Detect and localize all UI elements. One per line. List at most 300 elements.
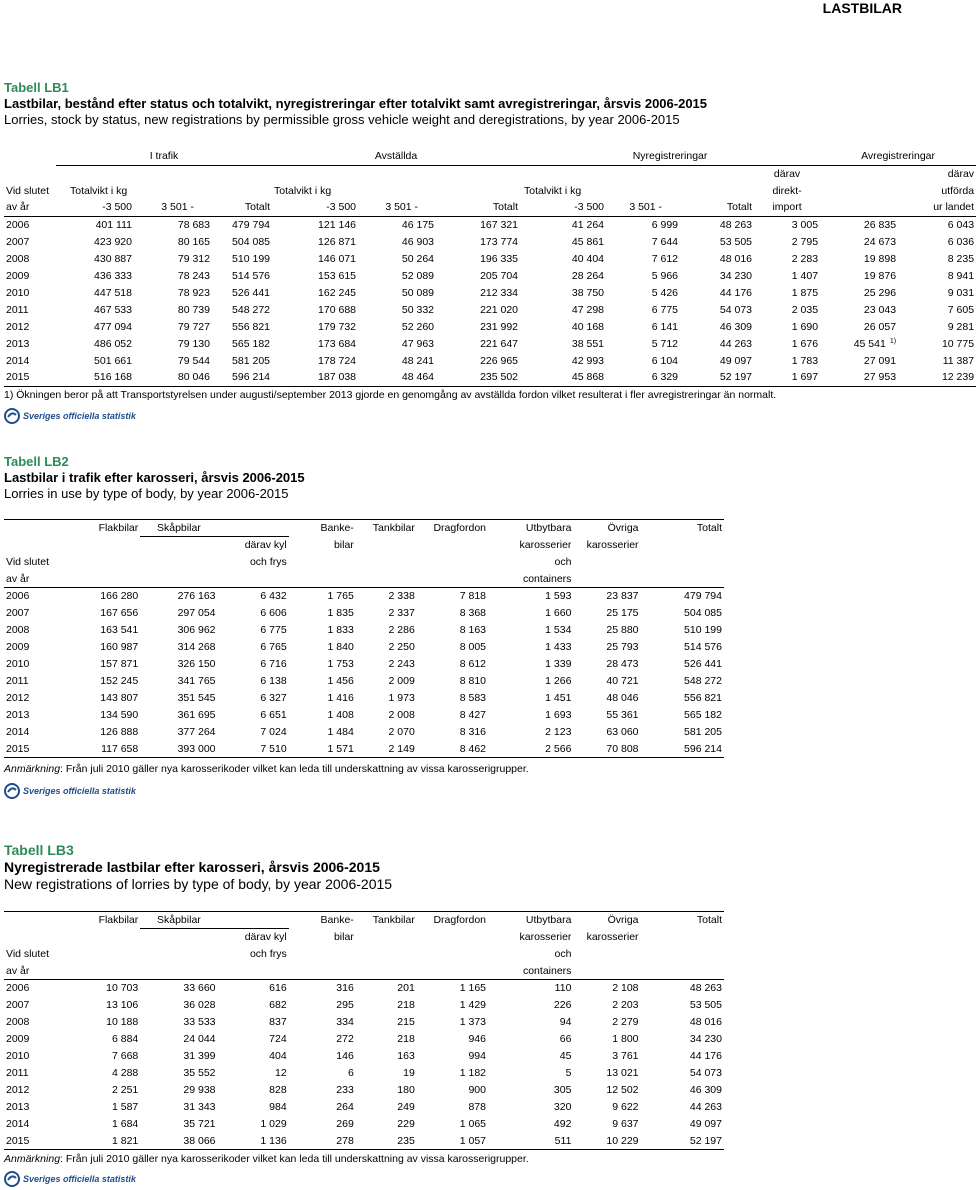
table-cell: 334 — [336, 1016, 354, 1028]
table-cell: 1 029 — [260, 1118, 287, 1130]
header-flak: Flakbilar — [63, 520, 140, 537]
table-cell: 2 149 — [356, 741, 417, 758]
table-cell: 7 644 — [651, 235, 679, 248]
table-cell: 48 046 — [606, 692, 639, 704]
row-year: 2008 — [6, 252, 30, 265]
row-year: 2006 — [6, 218, 30, 231]
table-cell: 6 775 — [260, 624, 287, 636]
table-cell: 12 — [275, 1067, 287, 1079]
table-cell: 23 043 — [863, 303, 897, 316]
sos-logo-icon — [4, 783, 20, 799]
table-cell: 297 054 — [177, 607, 216, 619]
table-lb2 — [4, 519, 724, 758]
table-cell: 2 337 — [388, 607, 415, 619]
table-row — [4, 233, 976, 250]
header-row — [4, 946, 724, 963]
table-cell: 1 840 — [327, 641, 354, 653]
table-cell: 52 089 — [401, 269, 435, 282]
header-empty — [63, 537, 140, 554]
table-cell: 305 — [553, 1084, 572, 1096]
table-cell: 36 028 — [183, 999, 216, 1011]
table-cell: 53 505 — [689, 999, 722, 1011]
table-cell: 314 268 — [177, 641, 216, 653]
table-cell: 44 176 — [719, 286, 753, 299]
table-row — [4, 318, 976, 335]
header-empty — [63, 946, 140, 963]
table-cell: 44 176 — [689, 1050, 722, 1062]
table-lb2-title: Tabell LB2 — [4, 454, 69, 469]
row-year: 2013 — [6, 1101, 30, 1113]
page-header: LASTBILAR — [822, 0, 902, 16]
table-cell: 10 775 — [941, 337, 975, 350]
table-cell: 235 502 — [436, 369, 520, 386]
lb1-h-w2-c: 3 501 - — [606, 199, 680, 216]
table-cell: 33 533 — [183, 1016, 216, 1028]
header-empty — [417, 554, 488, 571]
table-cell: 231 992 — [480, 320, 519, 333]
table-cell: 26 057 — [863, 320, 897, 333]
header-drag: Dragfordon — [417, 912, 488, 929]
header-och: och — [554, 556, 572, 568]
table-cell: 52 197 — [680, 369, 754, 386]
table-cell: 53 505 — [719, 235, 753, 248]
table-cell: 152 245 — [100, 675, 139, 687]
header-banke2: bilar — [333, 931, 354, 943]
table-cell: 80 046 — [134, 369, 212, 386]
table-cell: 2 338 — [388, 590, 415, 603]
table-cell: 2 009 — [388, 675, 415, 687]
table-cell: 38 750 — [571, 286, 605, 299]
table-row — [4, 639, 724, 656]
table-cell: 41 264 — [571, 218, 605, 231]
table-cell: 596 214 — [212, 369, 272, 386]
table-row — [4, 369, 976, 386]
table-cell: 423 920 — [94, 235, 132, 248]
header-empty — [218, 571, 289, 588]
header-totalt: Totalt — [641, 520, 724, 537]
header-empty — [356, 929, 417, 946]
table-cell: 1 408 — [327, 709, 354, 721]
table-cell: 48 263 — [689, 982, 722, 995]
row-year: 2010 — [6, 658, 30, 670]
header-daravkyl: därav kyl — [244, 931, 287, 944]
table-cell: 404 — [269, 1050, 287, 1062]
lb1-footnote: 1) Ökningen beror på att Transportstyrelsen under augusti/september 2013 gjorde en genomgång av avställda fordon vilket resulterat i fler avregistreringar än normalt. — [4, 389, 777, 401]
table-cell: 54 073 — [719, 303, 753, 316]
table-cell: 6 327 — [260, 692, 287, 704]
table-cell: 3 005 — [791, 218, 819, 231]
table-cell: 48 016 — [719, 252, 753, 265]
table-cell: 492 — [553, 1118, 572, 1130]
table-cell: 25 793 — [606, 641, 639, 653]
table-cell: 1 057 — [417, 1133, 488, 1150]
table-lb3 — [4, 911, 724, 1150]
table-cell: 2 108 — [612, 982, 639, 995]
table-lb2-title-sv: Lastbilar i trafik efter karosseri, årsvis 2006-2015 — [4, 470, 305, 485]
header-och: och — [554, 948, 572, 960]
table-cell: 6 606 — [260, 607, 287, 619]
table-cell: 516 168 — [56, 369, 134, 386]
table-cell: 5 — [565, 1067, 572, 1079]
table-cell: 27 953 — [820, 369, 898, 386]
row-year: 2007 — [6, 607, 30, 619]
lb2-remark-text: : Från juli 2010 gäller nya karosserikoder vilket kan leda till underskattning av vissa karosserigrupper. — [60, 763, 529, 775]
table-cell: 226 — [553, 999, 572, 1011]
header-empty — [641, 571, 724, 588]
table-cell: 8 005 — [459, 641, 486, 653]
table-cell: 430 887 — [94, 252, 132, 265]
table-cell: 276 163 — [177, 590, 216, 603]
lb1-h-tot-b: Totalt — [436, 199, 520, 216]
table-cell: 26 835 — [863, 218, 897, 231]
table-cell: 196 335 — [480, 252, 519, 265]
table-cell: 8 462 — [417, 741, 488, 758]
table-cell: 878 — [468, 1101, 486, 1113]
header-empty — [573, 946, 640, 963]
table-cell: 5 712 — [651, 337, 679, 350]
row-year: 2015 — [4, 741, 63, 758]
table-cell: 7 668 — [111, 1050, 139, 1062]
header-empty — [417, 963, 488, 980]
lb2-remark — [4, 762, 529, 776]
table-cell: 326 150 — [177, 658, 216, 670]
lb1-h-darav-export: därav — [947, 167, 975, 180]
table-cell: 47 298 — [571, 303, 605, 316]
header-empty — [573, 963, 640, 980]
table-cell: 1 690 — [791, 320, 819, 333]
header-empty — [218, 520, 289, 537]
table-cell: 25 296 — [863, 286, 897, 299]
table-cell: 682 — [269, 999, 287, 1011]
table-row — [4, 250, 976, 267]
table-cell: 6 141 — [651, 320, 679, 333]
table-cell: 218 — [397, 999, 415, 1011]
table-cell: 1 451 — [545, 692, 572, 704]
header-karosserier: karosserier — [519, 539, 572, 551]
header-banke1: Banke- — [289, 912, 356, 929]
header-avar: av år — [4, 963, 63, 980]
table-cell: 581 205 — [684, 726, 722, 738]
header-vidslutet: Vid slutet — [6, 948, 49, 960]
header-banke2: bilar — [333, 539, 354, 551]
table-cell: 226 965 — [480, 354, 519, 367]
table-cell: 163 — [397, 1050, 415, 1062]
header-empty — [356, 554, 417, 571]
table-cell: 40 168 — [571, 320, 605, 333]
table-lb1 — [4, 148, 976, 387]
table-lb1-title-sv: Lastbilar, bestånd efter status och totalvikt, nyregistreringar efter totalvikt samt avregistreringar, årsvis 2006-2015 — [4, 96, 708, 111]
table-cell: 12 502 — [606, 1084, 639, 1096]
row-year: 2014 — [6, 1118, 30, 1130]
table-cell: 1 835 — [327, 607, 354, 619]
table-cell: 50 332 — [401, 303, 435, 316]
lb1-h-totalvikt-2: Totalvikt i kg — [274, 184, 332, 197]
table-cell: 510 199 — [232, 252, 271, 265]
table-cell: 28 473 — [606, 658, 639, 670]
table-cell: 55 361 — [606, 709, 639, 721]
table-cell: 1 456 — [327, 675, 354, 687]
table-cell: 2 279 — [612, 1016, 639, 1028]
table-cell: 596 214 — [641, 741, 724, 758]
table-cell: 6 104 — [651, 354, 679, 367]
table-cell: 235 — [356, 1133, 417, 1150]
table-cell: 7 605 — [947, 303, 975, 316]
lb1-h-tot-c: Totalt — [680, 199, 754, 216]
header-totalt: Totalt — [641, 912, 724, 929]
row-year: 2007 — [6, 235, 30, 248]
table-cell: 1 833 — [327, 624, 354, 636]
table-cell: 9 281 — [947, 320, 975, 333]
table-cell: 272 — [336, 1033, 354, 1045]
header-empty — [356, 571, 417, 588]
header-empty — [140, 537, 217, 554]
header-flak: Flakbilar — [63, 912, 140, 929]
table-cell: 8 427 — [459, 709, 486, 721]
table-cell: 80 165 — [177, 235, 210, 248]
table-cell: 4 288 — [111, 1067, 139, 1079]
table-cell: 78 923 — [177, 286, 210, 299]
table-cell: 8 941 — [947, 269, 975, 282]
table-cell: 31 343 — [183, 1101, 216, 1113]
table-cell: 28 264 — [571, 269, 605, 282]
lb1-h-totalvikt-1: Totalvikt i kg — [70, 184, 128, 197]
table-cell: 994 — [468, 1050, 486, 1062]
table-row — [4, 690, 724, 707]
table-cell: 1 697 — [754, 369, 820, 386]
table-cell: 1 484 — [327, 726, 354, 738]
table-cell: 153 615 — [318, 269, 357, 282]
table-cell: 6 775 — [651, 303, 679, 316]
header-empty — [140, 554, 217, 571]
table-cell: 6 999 — [651, 218, 679, 231]
table-cell: 187 038 — [272, 369, 358, 386]
table-cell: 1 821 — [63, 1133, 140, 1150]
table-cell: 143 807 — [100, 692, 139, 704]
row-year: 2015 — [4, 1133, 63, 1150]
header-empty — [289, 571, 356, 588]
table-cell: 19 — [403, 1067, 415, 1079]
header-karosserier: karosserier — [519, 931, 572, 943]
table-cell: 900 — [468, 1084, 486, 1096]
row-year: 2008 — [6, 624, 30, 636]
header-ovriga2: karosserier — [586, 931, 639, 943]
table-cell: 8 163 — [459, 624, 486, 636]
table-cell: 12 239 — [898, 369, 976, 386]
table-cell: 31 399 — [183, 1050, 216, 1062]
header-empty — [417, 946, 488, 963]
table-cell: 306 962 — [177, 624, 216, 636]
table-cell: 46 903 — [401, 235, 435, 248]
table-cell: 78 243 — [177, 269, 210, 282]
table-cell: 341 765 — [177, 675, 216, 687]
lb1-h-avar: av år — [4, 199, 56, 216]
row-year: 2013 — [6, 709, 30, 721]
header-drag: Dragfordon — [417, 520, 488, 537]
table-cell: 7 024 — [260, 726, 287, 738]
table-cell: 167 656 — [100, 607, 139, 619]
table-cell: 526 441 — [684, 658, 722, 670]
header-skap: Skåpbilar — [140, 520, 217, 537]
table-cell: 40 404 — [571, 252, 605, 265]
table-cell: 1 429 — [459, 999, 486, 1011]
table-cell: 526 441 — [232, 286, 271, 299]
header-row — [4, 963, 724, 980]
table-cell: 49 097 — [689, 1118, 722, 1130]
header-empty — [4, 912, 63, 929]
table-cell: 229 — [397, 1118, 415, 1130]
sos-logo-icon — [4, 1171, 20, 1187]
lb1-h-w2-b: 3 501 - — [358, 199, 436, 216]
header-empty — [218, 912, 289, 929]
table-cell: 837 — [269, 1016, 287, 1028]
table-cell: 1 973 — [388, 692, 415, 704]
table-cell: 10 703 — [106, 982, 139, 995]
table-cell: 556 821 — [232, 320, 271, 333]
header-row — [4, 537, 724, 554]
table-cell: 9 637 — [612, 1118, 639, 1130]
table-cell: 162 245 — [318, 286, 357, 299]
table-cell: 828 — [269, 1084, 287, 1096]
lb1-h-darav-import: därav — [773, 167, 801, 180]
table-cell: 2 203 — [612, 999, 639, 1011]
header-daravkyl: därav kyl — [244, 539, 287, 552]
header-empty — [4, 520, 63, 537]
table-row — [4, 1116, 724, 1133]
table-cell: 1 765 — [327, 590, 354, 603]
table-cell: 19 898 — [863, 252, 897, 265]
table-cell: 616 — [269, 982, 287, 995]
table-cell: 2 251 — [111, 1084, 139, 1096]
table-cell: 269 — [336, 1118, 354, 1130]
header-empty — [218, 963, 289, 980]
table-cell: 1 136 — [218, 1133, 289, 1150]
header-row — [4, 554, 724, 571]
header-empty — [573, 554, 640, 571]
table-row — [4, 1014, 724, 1031]
table-row — [4, 216, 976, 233]
lb1-h-w1-a: -3 500 — [56, 199, 134, 216]
table-cell: 1 182 — [459, 1067, 486, 1079]
table-cell: 79 312 — [177, 252, 210, 265]
table-cell: 121 146 — [318, 218, 357, 231]
header-row — [4, 520, 724, 537]
table-cell: 504 085 — [232, 235, 271, 248]
table-cell: 556 821 — [684, 692, 722, 704]
table-cell: 45 861 — [571, 235, 605, 248]
header-empty — [63, 929, 140, 946]
header-containers: containers — [488, 571, 573, 588]
table-cell: 94 — [559, 1016, 572, 1028]
table-cell: 233 — [336, 1084, 354, 1096]
header-avar: av år — [4, 571, 63, 588]
table-cell: 48 241 — [401, 354, 435, 367]
table-cell: 565 182 — [232, 337, 271, 350]
table-cell: 6 884 — [111, 1033, 139, 1045]
table-cell: 2 070 — [388, 726, 415, 738]
lb1-h-utforda: utförda — [941, 184, 975, 197]
table-lb3-section — [4, 842, 956, 893]
table-cell: 46 309 — [689, 1084, 722, 1096]
row-year: 2011 — [6, 1067, 29, 1079]
table-cell: 7 818 — [459, 590, 486, 603]
header-empty — [4, 929, 63, 946]
table-lb2-title-en: Lorries in use by type of body, by year 2006-2015 — [4, 486, 289, 501]
header-ovriga: Övriga — [573, 520, 640, 537]
table-row — [4, 267, 976, 284]
table-cell: 724 — [269, 1033, 287, 1045]
header-vidslutet: Vid slutet — [6, 556, 49, 568]
table-cell: 221 647 — [480, 337, 519, 350]
table-cell: 501 661 — [94, 354, 132, 367]
table-cell: 401 111 — [95, 218, 132, 231]
header-row — [4, 929, 724, 946]
table-cell: 8 316 — [459, 726, 486, 738]
table-cell: 1 753 — [327, 658, 354, 670]
table-cell: 8 810 — [459, 675, 486, 687]
header-utbyt: Utbytbara — [488, 520, 573, 537]
table-cell: 320 — [553, 1101, 572, 1113]
table-cell: 6 765 — [260, 641, 287, 653]
row-year: 2009 — [6, 641, 30, 653]
table-cell: 205 704 — [480, 269, 519, 282]
table-row — [4, 741, 724, 758]
table-cell: 278 — [289, 1133, 356, 1150]
table-row — [4, 284, 976, 301]
row-year: 2010 — [6, 286, 30, 299]
table-row — [4, 724, 724, 741]
table-cell: 2 123 — [545, 726, 572, 738]
table-cell: 24 044 — [183, 1033, 216, 1045]
table-cell: 8 612 — [459, 658, 486, 670]
lb3-remark-label: Anmärkning — [4, 1153, 61, 1165]
table-cell: 1 534 — [545, 624, 572, 636]
table-cell: 486 052 — [94, 337, 132, 350]
table-cell: 1 660 — [545, 607, 572, 619]
table-cell: 8 235 — [947, 252, 975, 265]
table-cell: 984 — [269, 1101, 287, 1113]
table-cell: 447 518 — [94, 286, 132, 299]
row-year: 2011 — [6, 303, 29, 316]
table-cell: 2 795 — [791, 235, 819, 248]
table-cell: 215 — [397, 1016, 415, 1028]
lb1-h-direkt: direkt- — [772, 184, 802, 197]
table-cell: 6 — [347, 1067, 354, 1079]
table-cell: 5 966 — [651, 269, 679, 282]
table-cell: 10 229 — [573, 1133, 640, 1150]
sos-logo-icon — [4, 408, 20, 424]
table-cell: 2 035 — [791, 303, 819, 316]
lb3-remark — [4, 1152, 529, 1166]
sos-logo-text: Sveriges officiella statistik — [23, 1174, 136, 1184]
lb1-group-trafik: I trafik — [56, 148, 272, 165]
table-cell: 163 541 — [100, 624, 139, 636]
lb1-group-avstallda: Avställda — [272, 148, 520, 165]
table-cell: 201 — [397, 982, 415, 995]
header-banke1: Banke- — [289, 520, 356, 537]
table-cell: 9 622 — [612, 1101, 639, 1113]
table-cell: 1 684 — [111, 1118, 139, 1130]
table-cell: 78 683 — [177, 218, 210, 231]
table-cell: 173 774 — [480, 235, 519, 248]
table-cell: 134 590 — [100, 709, 139, 721]
header-empty — [417, 537, 488, 554]
table-cell: 19 876 — [863, 269, 897, 282]
table-cell: 66 — [559, 1033, 572, 1045]
table-cell: 436 333 — [94, 269, 132, 282]
table-cell: 479 794 — [232, 218, 271, 231]
sos-logo-text: Sveriges officiella statistik — [23, 411, 136, 421]
table-cell: 1 416 — [327, 692, 354, 704]
